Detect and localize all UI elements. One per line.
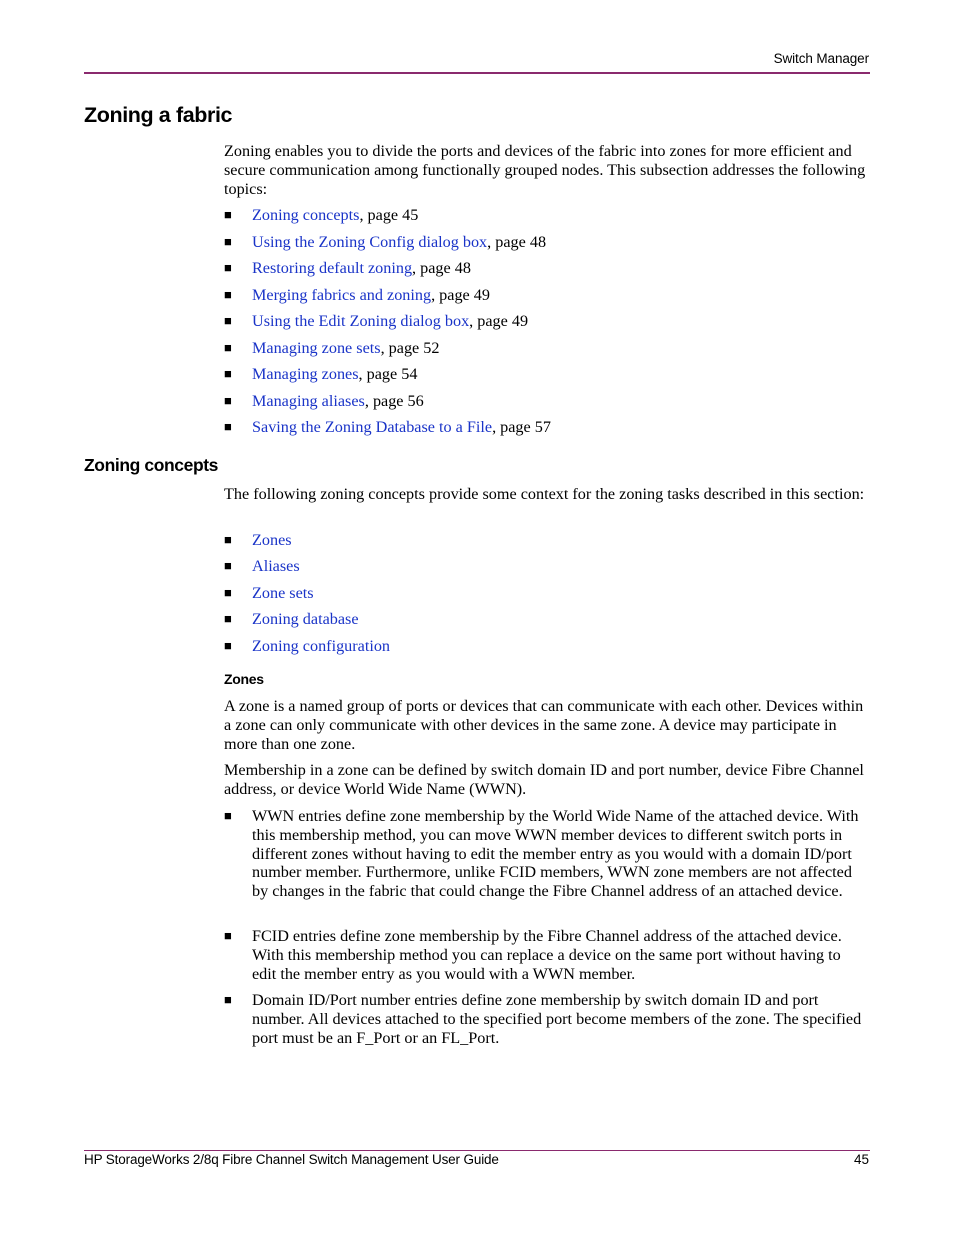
subsection-heading-zones: Zones [224, 671, 264, 687]
bullet-square-icon: ■ [224, 287, 232, 302]
bullet-square-icon: ■ [224, 558, 232, 573]
zones-paragraph-1: A zone is a named group of ports or devices that can communicate with each other. Devices within a zone can only communicate with other devices in the same zone. A device may participate in more than one zone. [224, 697, 864, 753]
concept-link-zone-sets[interactable]: Zone sets [252, 584, 314, 602]
membership-fcid-text: FCID entries define zone membership by the Fibre Channel address of the attached device. With this membership method you can replace a device on the same port without having to edit the member entry as you would with a WWN member. [252, 927, 842, 983]
concept-link-aliases[interactable]: Aliases [252, 557, 300, 575]
bullet-square-icon: ■ [224, 611, 232, 626]
topic-link-zoning-config-dialog[interactable]: Using the Zoning Config dialog box [252, 233, 488, 251]
bullet-square-icon: ■ [224, 234, 232, 249]
concept-link-zoning-database[interactable]: Zoning database [252, 610, 359, 628]
bullet-square-icon: ■ [224, 260, 232, 275]
section-heading-zoning-concepts: Zoning concepts [84, 455, 219, 475]
bullet-square-icon: ■ [224, 393, 232, 408]
zones-paragraph-2: Membership in a zone can be defined by switch domain ID and port number, device Fibre Channel address, or device World Wide Name (WWN). [224, 761, 864, 798]
concepts-intro-paragraph: The following zoning concepts provide some context for the zoning tasks described in this section: [224, 485, 865, 503]
intro-paragraph: Zoning enables you to divide the ports and devices of the fabric into zones for more efficient and secure communication among functionally grouped nodes. This subsection addresses the following topics: [224, 142, 866, 198]
concept-link-zoning-configuration[interactable]: Zoning configuration [252, 637, 391, 655]
bullet-square-icon: ■ [224, 419, 232, 434]
bullet-square-icon: ■ [224, 366, 232, 381]
bullet-square-icon: ■ [224, 207, 232, 222]
membership-wwn-text: WWN entries define zone membership by the World Wide Name of the attached device. With this membership method, you can move WWN member devices to different switch ports in different zones without having to edit the member entry as you would with a domain ID/port number member. Furthermore, unlike FCID members, WWN zone members are not affected by changes in the fabric that could change the Fibre Channel address of an attached device. [252, 807, 859, 901]
page-ref: , page 49 [469, 312, 529, 330]
bullet-square-icon: ■ [224, 532, 232, 547]
bullet-square-icon: ■ [224, 340, 232, 355]
page-ref: , page 54 [358, 365, 418, 383]
page-ref: , page 57 [492, 418, 551, 436]
running-header: Switch Manager [773, 51, 869, 66]
header-rule [84, 72, 870, 74]
bullet-square-icon: ■ [224, 585, 232, 600]
footer-page-number: 45 [853, 1152, 869, 1167]
page-ref: , page 56 [364, 392, 424, 410]
topic-link-edit-zoning-dialog[interactable]: Using the Edit Zoning dialog box [252, 312, 470, 330]
footer-document-title: HP StorageWorks 2/8q Fibre Channel Switch Management User Guide [84, 1152, 499, 1167]
topic-link-managing-zones[interactable]: Managing zones [252, 365, 359, 383]
topic-link-saving-zoning-database[interactable]: Saving the Zoning Database to a File [252, 418, 493, 436]
membership-domain-port-text: Domain ID/Port number entries define zone membership by switch domain ID and port number. All devices attached to the specified port become members of the zone. The specified port must be an F_Port or an FL_Port. [252, 991, 862, 1047]
page-ref: , page 48 [412, 259, 471, 277]
topic-link-zoning-concepts[interactable]: Zoning concepts [252, 206, 360, 224]
topic-link-managing-aliases[interactable]: Managing aliases [252, 392, 365, 410]
footer-rule [84, 1150, 870, 1151]
bullet-square-icon: ■ [224, 808, 232, 823]
topic-link-merging-fabrics[interactable]: Merging fabrics and zoning [252, 286, 432, 304]
bullet-square-icon: ■ [224, 313, 232, 328]
topic-link-managing-zone-sets[interactable]: Managing zone sets [252, 339, 381, 357]
page-ref: , page 52 [380, 339, 440, 357]
page-ref: , page 49 [431, 286, 490, 304]
page-ref: , page 48 [487, 233, 547, 251]
bullet-square-icon: ■ [224, 992, 232, 1007]
bullet-square-icon: ■ [224, 928, 232, 943]
concept-link-zones[interactable]: Zones [252, 531, 292, 549]
section-heading-zoning-a-fabric: Zoning a fabric [84, 103, 233, 127]
topic-link-restoring-default-zoning[interactable]: Restoring default zoning [252, 259, 413, 277]
page-ref: , page 45 [359, 206, 419, 224]
bullet-square-icon: ■ [224, 638, 232, 653]
